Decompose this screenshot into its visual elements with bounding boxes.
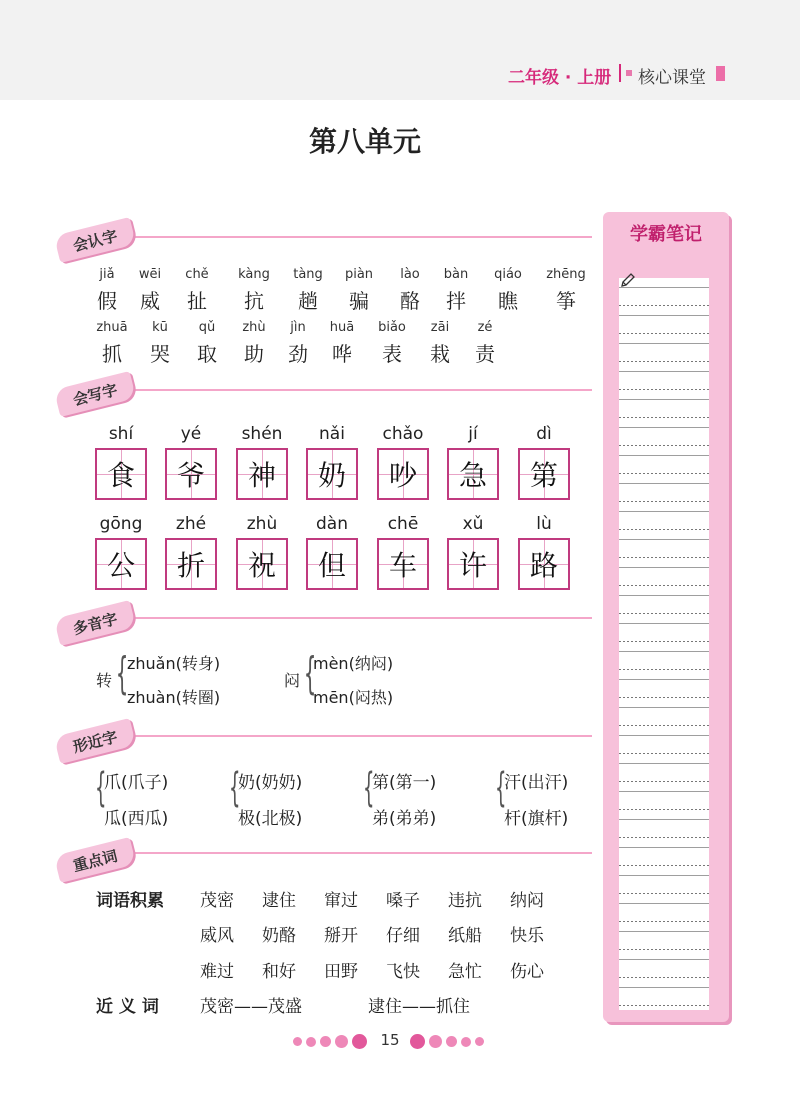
hanzi: 哗: [332, 342, 352, 366]
hanzi: 假: [97, 289, 117, 313]
pinyin: piàn: [344, 267, 374, 282]
pinyin: shén: [241, 424, 283, 444]
hanzi: 取: [197, 342, 217, 366]
keyword: 飞快: [386, 962, 420, 982]
hanzi: 吵: [388, 459, 417, 492]
pinyin: zhuā: [96, 320, 128, 335]
write-char: [297, 424, 367, 500]
polyphone-reading: mèn(纳闷): [313, 654, 394, 673]
pinyin: zāi: [430, 320, 450, 335]
pinyin: biǎo: [378, 320, 406, 335]
hanzi: 车: [388, 549, 417, 582]
recognize-char: [455, 320, 515, 367]
keyword: 违抗: [448, 891, 482, 911]
similar-char: 杆(旗杆): [504, 809, 569, 829]
notes-panel: [603, 212, 729, 1022]
keyword: 仔细: [386, 926, 420, 946]
hanzi: 急: [458, 459, 487, 492]
similar-char: 第(第一): [372, 773, 437, 793]
keyword: 田野: [324, 962, 358, 982]
pinyin: chē: [387, 514, 419, 534]
page-dot: [335, 1035, 348, 1048]
hanzi: 抗: [244, 289, 264, 313]
hanzi: 筝: [556, 289, 576, 313]
notes-lined-paper[interactable]: [613, 260, 715, 1010]
keyword: 纸船: [448, 926, 482, 946]
section-tag-recognize: 会认字: [54, 217, 136, 263]
hanzi: 但: [317, 549, 346, 582]
hanzi: 哭: [150, 342, 170, 366]
write-char: [509, 514, 579, 590]
pinyin: chě: [185, 267, 209, 282]
hanzi: 奶: [317, 459, 346, 492]
similar-char: 弟(弟弟): [372, 809, 437, 829]
recognize-char: [167, 267, 227, 314]
keyword: 纳闷: [510, 891, 544, 911]
section-divider: [130, 389, 592, 391]
write-char: [438, 424, 508, 500]
page-dot: [475, 1037, 484, 1046]
pinyin: tàng: [293, 267, 323, 282]
polyphone-reading: mēn(闷热): [313, 688, 394, 707]
keyword: 伤心: [510, 962, 544, 982]
write-char: [86, 424, 156, 500]
pinyin: lào: [400, 267, 420, 282]
page-dot: [293, 1037, 302, 1046]
brace-icon: {: [303, 648, 317, 699]
page-dot: [320, 1036, 331, 1047]
writing-grid-box: [518, 448, 570, 500]
brace-icon: {: [115, 648, 129, 699]
writing-grid-box: [518, 538, 570, 590]
keyword: 逮住: [262, 891, 296, 911]
page-dot: [410, 1034, 425, 1049]
keyword-accumulate-label: 词语积累: [96, 891, 164, 911]
write-char: [297, 514, 367, 590]
keyword: 掰开: [324, 926, 358, 946]
page-dot: [461, 1037, 471, 1047]
hanzi: 表: [382, 342, 402, 366]
header-grade: 二年级 · 上册: [508, 68, 612, 88]
write-char: [438, 514, 508, 590]
page-dot: [352, 1034, 367, 1049]
pinyin: zhù: [242, 320, 266, 335]
write-char: [86, 514, 156, 590]
pinyin: zé: [477, 320, 493, 335]
hanzi: 许: [458, 549, 487, 582]
header-separator: [619, 64, 621, 82]
hanzi: 趟: [298, 289, 318, 313]
keyword: 和好: [262, 962, 296, 982]
writing-grid-box: [447, 448, 499, 500]
recognize-char: [426, 267, 486, 314]
pinyin: qǔ: [198, 320, 216, 335]
synonym-pair: 茂密——茂盛: [200, 997, 302, 1017]
hanzi: 公: [106, 549, 135, 582]
header-marker: [716, 66, 725, 81]
similar-char: 汗(出汗): [504, 773, 569, 793]
pinyin: bàn: [443, 267, 469, 282]
recognize-char: [536, 267, 596, 314]
hanzi: 第: [529, 459, 558, 492]
polyphone-char: 闷: [284, 671, 301, 690]
pinyin: jiǎ: [99, 267, 115, 282]
pinyin: wēi: [138, 267, 162, 282]
brace-icon: {: [94, 765, 107, 811]
pinyin: shí: [108, 424, 134, 444]
writing-grid-box: [95, 448, 147, 500]
section-tag-similar: 形近字: [54, 718, 136, 764]
keyword: 奶酪: [262, 926, 296, 946]
pinyin: huā: [329, 320, 355, 335]
similar-char: 瓜(西瓜): [104, 809, 169, 829]
write-char: [509, 424, 579, 500]
polyphone-reading: zhuàn(转圈): [127, 688, 221, 707]
similar-char: 奶(奶奶): [238, 773, 303, 793]
section-tag-polyphone: 多音字: [54, 600, 136, 646]
notes-title: 学霸笔记: [630, 224, 702, 245]
page-dot: [306, 1037, 316, 1047]
header-dot: [626, 70, 632, 76]
hanzi: 骗: [349, 289, 369, 313]
writing-grid-box: [95, 538, 147, 590]
keyword: 威风: [200, 926, 234, 946]
section-divider: [130, 617, 592, 619]
pinyin: nǎi: [319, 424, 345, 444]
write-char: [368, 514, 438, 590]
hanzi: 拌: [446, 289, 466, 313]
keyword: 急忙: [448, 962, 482, 982]
hanzi: 栽: [430, 342, 450, 366]
pinyin: zhù: [246, 514, 278, 534]
pinyin: xǔ: [462, 514, 484, 534]
keyword: 难过: [200, 962, 234, 982]
hanzi: 助: [244, 342, 264, 366]
hanzi: 扯: [187, 289, 207, 313]
writing-grid-box: [377, 538, 429, 590]
synonym-pair: 逮住——抓住: [368, 997, 470, 1017]
similar-char: 极(北极): [238, 809, 303, 829]
pinyin: jí: [468, 424, 478, 444]
pencil-icon: [620, 272, 636, 288]
hanzi: 瞧: [498, 289, 518, 313]
keyword: 快乐: [510, 926, 544, 946]
hanzi: 神: [247, 459, 276, 492]
polyphone-char: 转: [96, 671, 113, 690]
write-char: [368, 424, 438, 500]
pinyin: yé: [180, 424, 202, 444]
pinyin: gōng: [99, 514, 143, 534]
page-number: 15: [380, 1031, 400, 1049]
writing-grid-box: [236, 448, 288, 500]
keyword: 窜过: [324, 891, 358, 911]
hanzi: 威: [140, 289, 160, 313]
brace-icon: {: [228, 765, 241, 811]
section-divider: [130, 735, 592, 737]
hanzi: 劲: [288, 342, 308, 366]
brace-icon: {: [494, 765, 507, 811]
page-dot: [429, 1035, 442, 1048]
pinyin: kàng: [238, 267, 270, 282]
section-divider: [130, 852, 592, 854]
pinyin: jìn: [290, 320, 306, 335]
pinyin: kū: [152, 320, 168, 335]
hanzi: 路: [529, 549, 558, 582]
similar-char: 爪(爪子): [104, 773, 169, 793]
write-char: [227, 514, 297, 590]
pinyin: dàn: [316, 514, 348, 534]
hanzi: 爷: [176, 459, 205, 492]
keyword: 茂密: [200, 891, 234, 911]
hanzi: 责: [475, 342, 495, 366]
recognize-char: [224, 267, 284, 314]
hanzi: 食: [106, 459, 135, 492]
keyword-synonym-label: 近 义 词: [96, 997, 159, 1017]
section-tag-write: 会写字: [54, 371, 136, 417]
keyword: 嗓子: [386, 891, 420, 911]
writing-grid-box: [165, 448, 217, 500]
writing-grid-box: [165, 538, 217, 590]
polyphone-reading: zhuǎn(转身): [127, 654, 221, 673]
pinyin: dì: [536, 424, 552, 444]
write-char: [227, 424, 297, 500]
pinyin: zhé: [175, 514, 207, 534]
recognize-char: [478, 267, 538, 314]
page-dot: [446, 1036, 457, 1047]
page-title: 第八单元: [308, 125, 421, 158]
hanzi: 祝: [247, 549, 276, 582]
hanzi: 酪: [400, 289, 420, 313]
brace-icon: {: [362, 765, 375, 811]
header-series: 核心课堂: [638, 68, 706, 88]
writing-grid-box: [377, 448, 429, 500]
writing-grid-box: [447, 538, 499, 590]
pinyin: zhēng: [546, 267, 586, 282]
pinyin: qiáo: [494, 267, 522, 282]
section-tag-keywords: 重点词: [54, 837, 136, 883]
section-divider: [130, 236, 592, 238]
write-char: [156, 514, 226, 590]
write-char: [156, 424, 226, 500]
writing-grid-box: [306, 448, 358, 500]
hanzi: 抓: [102, 342, 122, 366]
pinyin: lù: [536, 514, 552, 534]
hanzi: 折: [176, 549, 205, 582]
writing-grid-box: [236, 538, 288, 590]
pinyin: chǎo: [382, 424, 424, 444]
writing-grid-box: [306, 538, 358, 590]
